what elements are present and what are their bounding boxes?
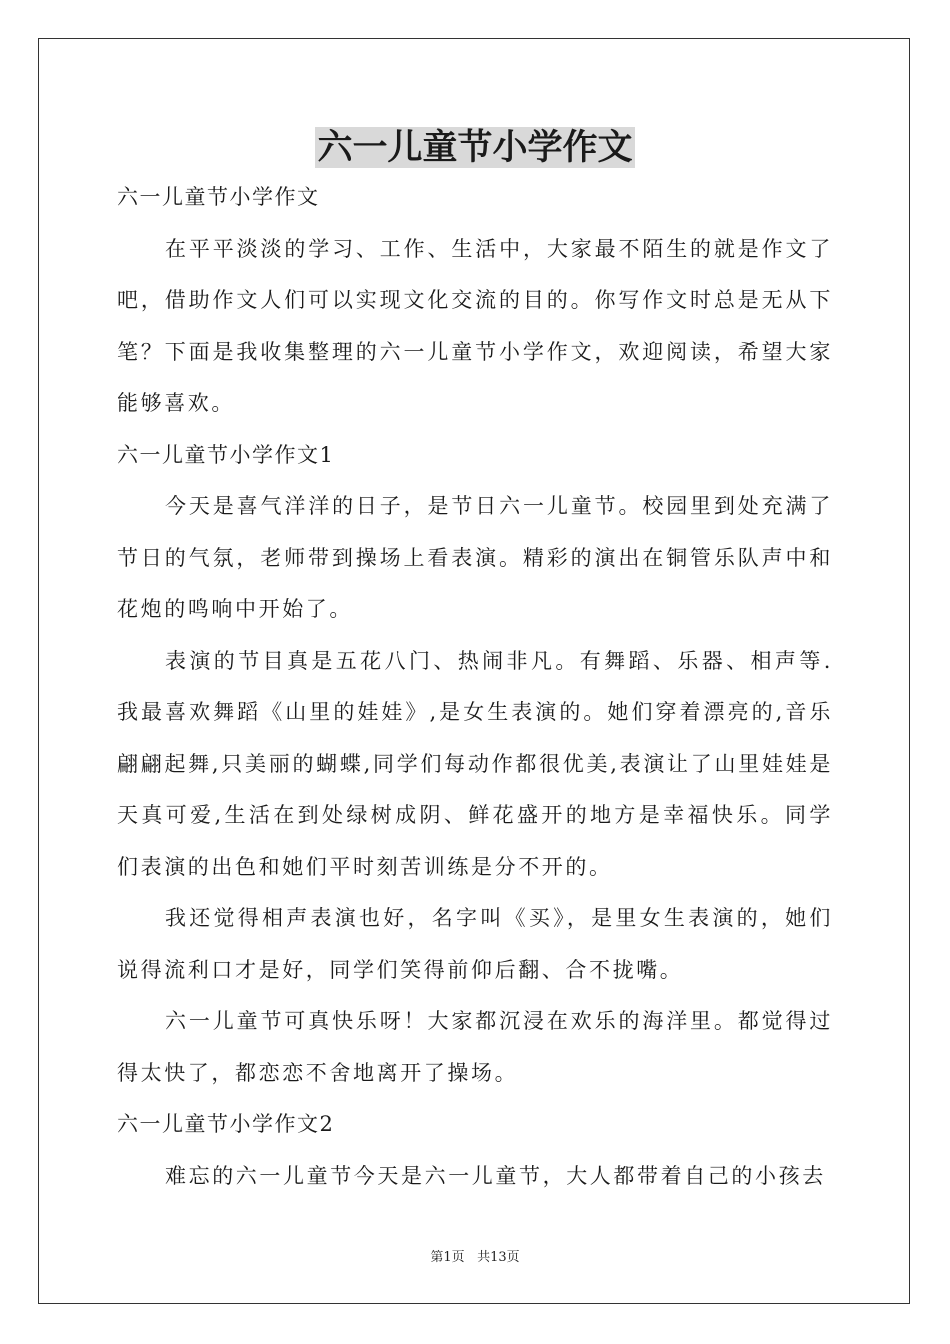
paragraph-essay-1-p2: 表演的节目真是五花八门、热闹非凡。有舞蹈、乐器、相声等.我最喜欢舞蹈《山里的娃娃》,是女生表演的。她们穿着漂亮的,音乐翩翩起舞,只美丽的蝴蝶,同学们每动作都很优美,表演让了山里娃娃是天真可爱,生活在到处绿树成阴、鲜花盛开的地方是幸福快乐。同学们表演的出色和她们平时刻苦训练是分不开的。	[117, 648, 833, 879]
page-number: 第1页	[430, 1250, 465, 1265]
document-title-text: 六一儿童节小学作文	[317, 127, 633, 168]
paragraph-essay-2-p1: 难忘的六一儿童节今天是六一儿童节，大人都带着自己的小孩去	[165, 1163, 826, 1188]
paragraph-essay-1-p4: 六一儿童节可真快乐呀！大家都沉浸在欢乐的海洋里。都觉得过得太快了，都恋恋不舍地离开了操场。	[117, 1009, 833, 1085]
document-title	[0, 122, 950, 174]
paragraph-essay-1-p1: 今天是喜气洋洋的日子，是节日六一儿童节。校园里到处充满了节日的气氛，老师带到操场上看表演。精彩的演出在铜管乐队声中和花炮的鸣响中开始了。	[117, 494, 833, 621]
page-footer	[0, 1246, 950, 1265]
document-body	[117, 172, 833, 1202]
section-heading-essay-1: 六一儿童节小学作文1	[117, 442, 335, 467]
paragraph-essay-1-p3: 我还觉得相声表演也好，名字叫《买》，是里女生表演的，她们说得流利口才是好，同学们笑得前仰后翻、合不拢嘴。	[117, 906, 833, 982]
section-heading-intro: 六一儿童节小学作文	[117, 185, 320, 209]
section-heading-essay-2: 六一儿童节小学作文2	[117, 1112, 335, 1136]
paragraph-intro: 在平平淡淡的学习、工作、生活中，大家最不陌生的就是作文了吧，借助作文人们可以实现文化交流的目的。你写作文时总是无从下笔？下面是我收集整理的六一儿童节小学作文，欢迎阅读，希望大家能够喜欢。	[117, 236, 833, 415]
page-total: 共13页	[477, 1250, 520, 1265]
